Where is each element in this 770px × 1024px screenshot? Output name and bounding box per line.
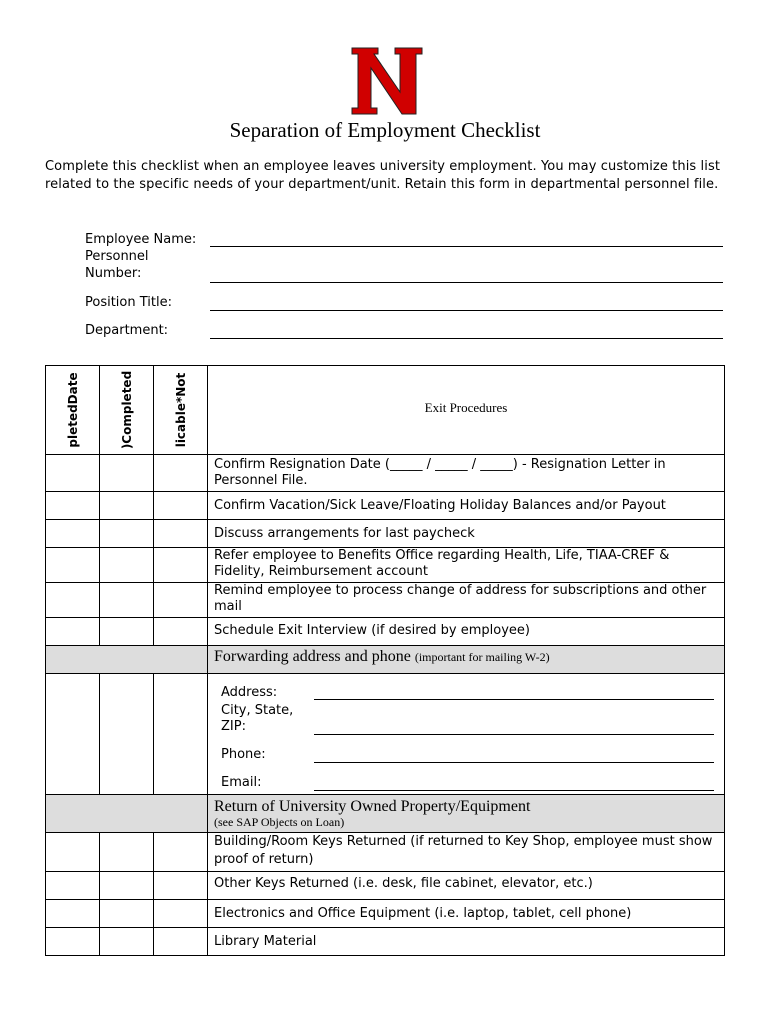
forwarding-section-row — [46, 646, 725, 674]
check-cell[interactable] — [100, 548, 154, 583]
forwarding-section-heading: Forwarding address and phone (important for mailing W-2) — [208, 646, 725, 674]
check-cell[interactable] — [154, 872, 208, 900]
check-cell[interactable] — [46, 583, 100, 618]
column-completed-date: pletedDate — [65, 372, 80, 448]
check-cell[interactable] — [100, 674, 154, 795]
position-title-label: Position Title: — [85, 295, 172, 310]
check-cell[interactable] — [154, 455, 208, 492]
check-cell[interactable] — [100, 872, 154, 900]
employee-name-label: Employee Name: — [85, 232, 197, 247]
property-note: (see SAP Objects on Loan) — [214, 815, 345, 829]
check-cell[interactable] — [154, 900, 208, 928]
table-row — [46, 928, 725, 956]
check-cell[interactable] — [154, 520, 208, 548]
check-cell[interactable] — [100, 833, 154, 872]
phone-field[interactable] — [314, 762, 714, 763]
email-label: Email: — [221, 775, 262, 790]
city-state-zip-field[interactable] — [314, 734, 714, 735]
department-label: Department: — [85, 323, 169, 338]
property-item-text: Other Keys Returned (i.e. desk, file cabinet, elevator, etc.) — [208, 872, 725, 900]
check-cell[interactable] — [100, 583, 154, 618]
forwarding-address-block — [208, 674, 724, 794]
check-cell[interactable] — [100, 520, 154, 548]
check-cell[interactable] — [154, 833, 208, 872]
forwarding-note: (important for mailing W-2) — [414, 650, 550, 664]
checklist-table — [45, 365, 725, 956]
check-cell[interactable] — [154, 548, 208, 583]
column-completed: )Completed — [119, 370, 134, 450]
check-cell[interactable] — [100, 900, 154, 928]
page-title: Separation of Employment Checklist — [229, 118, 541, 142]
procedure-text: Confirm Vacation/Sick Leave/Floating Holiday Balances and/or Payout — [208, 492, 725, 520]
table-row — [46, 618, 725, 646]
department-field[interactable] — [210, 338, 723, 339]
check-cell[interactable] — [46, 455, 100, 492]
exit-procedures-heading: Exit Procedures — [208, 366, 725, 455]
check-cell[interactable] — [46, 872, 100, 900]
property-item-text: Library Material — [208, 928, 725, 956]
university-n-logo — [350, 46, 424, 116]
procedure-text: Remind employee to process change of address for subscriptions and other mail — [208, 583, 725, 618]
property-section-row — [46, 795, 725, 833]
city-state-label: City, State, — [221, 703, 294, 718]
property-section-heading: Return of University Owned Property/Equipment (see SAP Objects on Loan) — [208, 795, 725, 833]
personnel-number-field[interactable] — [210, 282, 723, 283]
check-cell[interactable] — [46, 618, 100, 646]
table-row — [46, 455, 725, 492]
column-not-applicable: licable*Not — [173, 372, 188, 448]
check-cell[interactable] — [154, 583, 208, 618]
zip-label: ZIP: — [221, 719, 246, 734]
intro-paragraph: Complete this checklist when an employee leaves university employment. You may customize this list related to the specific needs of your department/unit. Retain this form in departmental personnel file. — [45, 159, 721, 192]
personnel-number-label-2: Number: — [85, 266, 142, 281]
procedure-text: Schedule Exit Interview (if desired by employee) — [208, 618, 725, 646]
check-cell[interactable] — [46, 548, 100, 583]
address-field[interactable] — [314, 699, 714, 700]
check-cell[interactable] — [46, 674, 100, 795]
table-row — [46, 872, 725, 900]
check-cell[interactable] — [154, 618, 208, 646]
check-cell[interactable] — [46, 833, 100, 872]
check-cell[interactable] — [154, 928, 208, 956]
property-item-text: Building/Room Keys Returned (if returned to Key Shop, employee must show proof of return) — [208, 833, 725, 872]
check-cell[interactable] — [100, 618, 154, 646]
check-cell[interactable] — [46, 928, 100, 956]
check-cell[interactable] — [100, 492, 154, 520]
table-row — [46, 833, 725, 872]
personnel-number-label-1: Personnel — [85, 249, 149, 264]
procedure-text: Refer employee to Benefits Office regarding Health, Life, TIAA-CREF & Fidelity, Reimbursement account — [208, 548, 725, 583]
property-item-text: Electronics and Office Equipment (i.e. laptop, tablet, cell phone) — [208, 900, 725, 928]
procedure-text: Discuss arrangements for last paycheck — [208, 520, 725, 548]
table-row — [46, 548, 725, 583]
email-field[interactable] — [314, 790, 714, 791]
check-cell[interactable] — [154, 492, 208, 520]
check-cell[interactable] — [46, 492, 100, 520]
table-row — [46, 520, 725, 548]
phone-label: Phone: — [221, 747, 266, 762]
table-row — [46, 492, 725, 520]
table-header-row — [46, 366, 725, 455]
procedure-text: Confirm Resignation Date (_____ / _____ / _____) - Resignation Letter in Personnel File. — [208, 455, 725, 492]
check-cell[interactable] — [154, 674, 208, 795]
check-cell[interactable] — [100, 455, 154, 492]
position-title-field[interactable] — [210, 310, 723, 311]
employee-name-field[interactable] — [210, 246, 723, 247]
check-cell[interactable] — [46, 520, 100, 548]
check-cell[interactable] — [46, 900, 100, 928]
table-row — [46, 900, 725, 928]
table-row — [46, 583, 725, 618]
address-label: Address: — [221, 685, 278, 700]
check-cell[interactable] — [100, 928, 154, 956]
table-row — [46, 674, 725, 795]
